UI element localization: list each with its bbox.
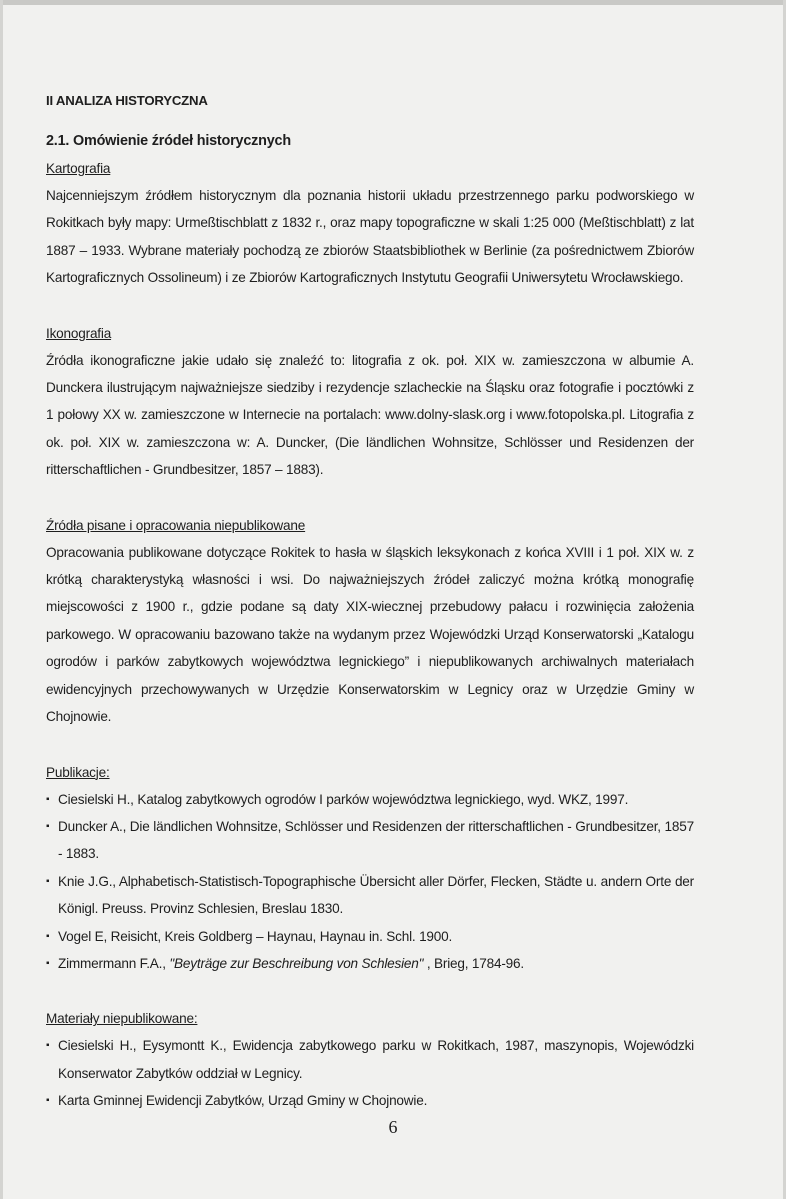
scan-top-edge	[0, 0, 786, 5]
list-item	[46, 1087, 694, 1114]
list-item	[46, 1032, 694, 1087]
list-item-text: Duncker A., Die ländlichen Wohnsitze, Schlösser und Residenzen der ritterschaftlichen - Grundbesitzer, 1857 - 1883.	[58, 818, 694, 862]
spacer	[46, 292, 694, 320]
list-item-text: Ciesielski H., Katalog zabytkowych ogrodów I parków województwa legnickiego, wyd. WKZ, 1997.	[58, 791, 629, 807]
paragraph-zrodla: Opracowania publikowane dotyczące Rokitek to hasła w śląskich leksykonach z końca XVIII i 1 poł. XIX w. z krótką charakterystyką własności i wsi. Do najważniejszych źródeł zaliczyć można krótką monografię miejscowości z 1900 r., gdzie podane są daty XIX-wiecznej przebudowy pałacu i rozwinięcia założenia parkowego. W opracowaniu bazowano także na wydanym przez Wojewódzki Urząd Konserwatorski „Katalogu ogrodów i parków zabytkowych województwa legnickiego” i niepublikowanych archiwalnych materiałach ewidencyjnych przechowywanych w Urzędzie Konserwatorskim w Legnicy oraz w Urzędzie Gminy w Chojnowie.	[46, 544, 694, 725]
section-ikonografia	[46, 320, 694, 484]
list-item	[46, 868, 694, 923]
list-item	[46, 813, 694, 868]
section-zrodla	[46, 512, 694, 731]
list-item-text: Knie J.G., Alphabetisch-Statistisch-Topographische Übersicht aller Dörfer, Flecken, Städte u. andern Orte der Königl. Preuss. Provinz Schlesien, Breslau 1830.	[58, 873, 694, 917]
paragraph-kartografia: Najcenniejszym źródłem historycznym dla poznania historii układu przestrzennego parku podworskiego w Rokitkach były mapy: Urmeßtischblatt z 1832 r., oraz mapy topograficzne w skali 1:25 000 (Meßtischblatt) z lat 1887 – 1933. Wybrane materiały pochodzą ze zbiorów Staatsbibliothek w Berlinie (za pośrednictwem Zbiorów Kartograficznych Ossolineum) i ze Zbiorów Kartograficznych Instytutu Geografii Uniwersytetu Wrocławskiego.	[46, 188, 694, 286]
list-item-text: Vogel E, Reisicht, Kreis Goldberg – Haynau, Haynau in. Schl. 1900.	[58, 928, 453, 944]
section-title-zrodla: Źródła pisane i opracowania niepublikowane	[46, 517, 306, 533]
bullet-icon: ▪	[46, 1095, 50, 1107]
publication-list	[46, 786, 694, 978]
page-number: 6	[388, 1117, 398, 1137]
list-item-title: "Beyträge zur Beschreibung von Schlesien"	[169, 955, 424, 971]
list-item-text: Ciesielski H., Eysymontt K., Ewidencja zabytkowego parku w Rokitkach, 1987, maszynopis, Wojewódzki Konserwator Zabytków oddział w Legnicy.	[58, 1038, 694, 1081]
spacer	[46, 977, 694, 1005]
bullet-icon: ▪	[46, 1040, 50, 1052]
list-item	[46, 786, 694, 813]
list-item-text: Karta Gminnej Ewidencji Zabytków, Urząd Gminy w Chojnowie.	[58, 1093, 428, 1109]
section-materialy	[46, 1005, 694, 1114]
paragraph-ikonografia: Źródła ikonograficzne jakie udało się znaleźć to: litografia z ok. poł. XIX w. zamieszczona w albumie A. Dunckera ilustrującym najważniejsze siedziby i rezydencje szlacheckie na Śląsku oraz fotografie i pocztówki z 1 połowy XX w. zamieszczone w Internecie na portalach: www.dolny-slask.org i www.fotopolska.pl. Litografia z ok. poł. XIX w. zamieszczona w: A. Duncker, (Die ländlichen Wohnsitze, Schlösser und Residenzen der ritterschaftlichen - Grundbesitzer, 1857 – 1883).	[46, 352, 694, 478]
list-item	[46, 950, 694, 977]
spacer	[46, 484, 694, 512]
bullet-icon: ▪	[46, 957, 50, 969]
subsection-title: 2.1. Omówienie źródeł historycznych	[46, 133, 291, 149]
section-kartografia	[46, 155, 694, 292]
section-title-publikacje: Publikacje:	[46, 764, 110, 780]
scan-left-edge	[0, 0, 3, 1199]
spacer	[46, 731, 694, 759]
section-title-kartografia: Kartografia	[46, 161, 111, 176]
section-publikacje	[46, 759, 694, 978]
list-item	[46, 923, 694, 950]
section-title-ikonografia: Ikonografia	[46, 325, 112, 341]
list-item-imprint: , Brieg, 1784-96.	[423, 955, 524, 971]
bullet-icon: ▪	[46, 793, 50, 805]
bullet-icon: ▪	[46, 930, 50, 942]
bullet-icon: ▪	[46, 875, 50, 887]
unpublished-materials-list	[46, 1032, 694, 1114]
section-title-materialy: Materiały niepublikowane:	[46, 1011, 198, 1027]
document-page	[46, 90, 694, 1115]
list-item-author: Zimmermann F.A.,	[58, 955, 170, 971]
bullet-icon: ▪	[46, 820, 50, 832]
chapter-title: II ANALIZA HISTORYCZNA	[46, 93, 208, 108]
